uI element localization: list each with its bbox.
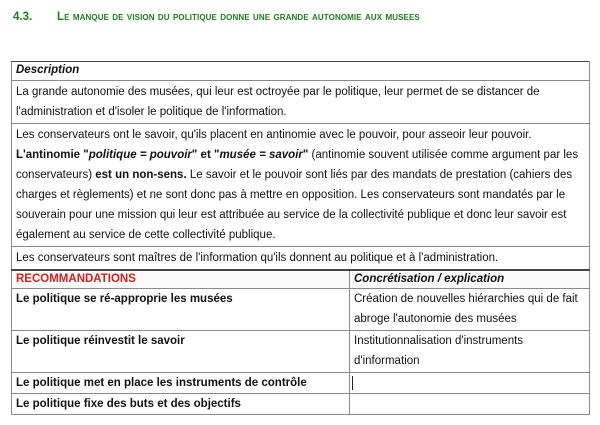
recommendations-header: RECOMMANDATIONS bbox=[12, 270, 350, 289]
antinomy-bold-3: " bbox=[302, 149, 309, 161]
description-paragraph-4: Les conservateurs sont maîtres de l'information qu'ils donnent au politique et à l'administration. bbox=[12, 247, 590, 271]
explanation-cell[interactable] bbox=[350, 373, 590, 394]
antinomy-bold-1: L'antinomie " bbox=[16, 149, 89, 161]
recommendation-cell: Le politique fixe des buts et des objectifs bbox=[12, 394, 350, 415]
concretisation-header: Concrétisation / explication bbox=[350, 270, 590, 289]
recommendation-cell: Le politique réinvestit le savoir bbox=[12, 331, 350, 373]
table-row bbox=[12, 373, 590, 394]
section-title: Le manque de vision du politique donne une grande autonomie aux musees bbox=[57, 11, 420, 23]
description-label: Description bbox=[12, 62, 590, 81]
report-table bbox=[11, 61, 590, 415]
antinomy-normal-2: Le savoir et le pouvoir sont liés par des mandats de prestation (cahiers des charges et règlements) et ne sont donc pas à mettre en opposition. Les conservateurs sont mandatés par le souverain pour une mission qui leur est attribuée au service de la collectivité publique et donc leur savoir est également au service de cette collectivité publique. bbox=[16, 169, 573, 241]
antinomy-bold-4: est un non-sens. bbox=[95, 169, 187, 181]
antinomy-bold-2: " et " bbox=[191, 149, 220, 161]
antinomy-normal-1: (antinomie souvent utilisée comme argument par les conservateurs) bbox=[16, 149, 579, 181]
explanation-cell bbox=[350, 394, 590, 415]
recommendation-cell: Le politique se ré-approprie les musées bbox=[12, 289, 350, 331]
section-number: 4.3. bbox=[13, 11, 33, 23]
section-heading bbox=[13, 11, 593, 29]
table-row bbox=[12, 289, 590, 331]
description-paragraph-2 bbox=[12, 124, 590, 247]
antinomy-italic-1: politique = pouvoir bbox=[88, 149, 192, 161]
antinomy-italic-2: musée = savoir bbox=[219, 149, 303, 161]
text-cursor bbox=[352, 376, 353, 390]
paragraph-2-text: Les conservateurs ont le savoir, qu'ils placent en antinomie avec le pouvoir, pour asseoir leur pouvoir. bbox=[16, 129, 532, 141]
description-paragraph-1: La grande autonomie des musées, qui leur est octroyée par le politique, leur permet de se distancer de l'administration et d'isoler le politique de l'information. bbox=[12, 81, 590, 124]
recommendation-cell: Le politique met en place les instruments de contrôle bbox=[12, 373, 350, 394]
table-row bbox=[12, 331, 590, 373]
explanation-cell: Institutionnalisation d'instruments d'information bbox=[350, 331, 590, 373]
table-row bbox=[12, 394, 590, 415]
explanation-cell: Création de nouvelles hiérarchies qui de fait abroge l'autonomie des musées bbox=[350, 289, 590, 331]
